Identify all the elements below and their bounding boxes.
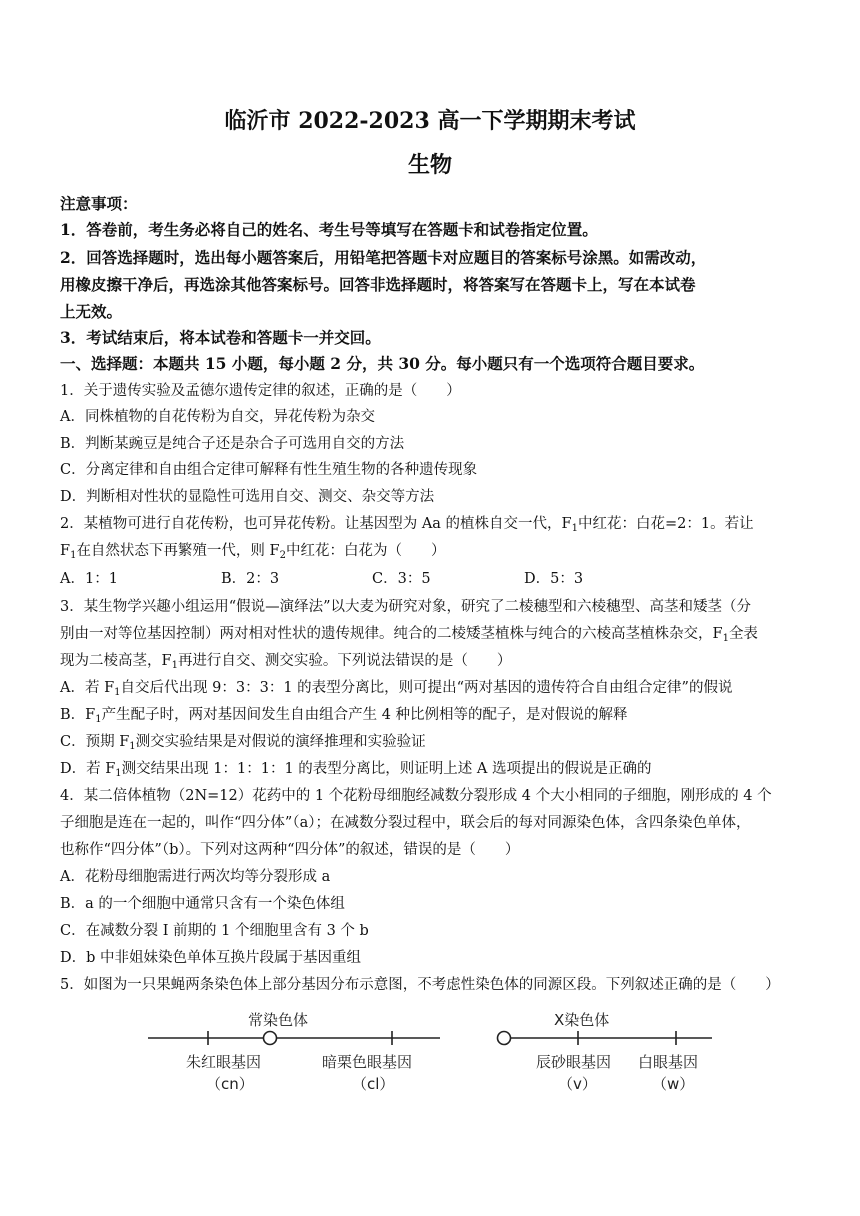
gene-v-symbol: （v）: [558, 1075, 597, 1093]
q4-option-b: B．a 的一个细胞中通常只含有一个染色体组: [60, 896, 345, 912]
page-title: 临沂市 2022-2023 高一下学期期末考试: [224, 108, 636, 134]
q4-stem-line-1: 4．某二倍体植物（2N=12）花药中的 1 个花粉母细胞经减数分裂形成 4 个大小相同的子细胞，刚形成的 4 个: [60, 788, 772, 804]
q4-stem-line-2: 子细胞是连在一起的，叫作“四分体”（a）；在减数分裂过程中，联会后的每对同源染色体，含四条染色单体，: [60, 815, 751, 831]
autosome-label: 常染色体: [248, 1011, 309, 1029]
subject-title: 生物: [407, 152, 452, 178]
q3-option-d: D．若 $F_1$测交结果出现 1：1：1：1 的表型分离比，则证明上述 A 选项提出的假说是正确的: [60, 761, 652, 779]
q2-option-b: B．2：3: [221, 571, 280, 587]
notes-item-2-line-1: 2．回答选择题时，选出每小题答案后，用铅笔把答题卡对应题目的答案标号涂黑。如需改动，: [60, 248, 707, 267]
q4-stem-line-3: 也称作“四分体”（b）。下列对这两种“四分体”的叙述，错误的是（ ）: [60, 842, 520, 858]
q3-option-c: C．预期 $F_1$测交实验结果是对假说的演绎推理和实验验证: [60, 734, 426, 752]
gene-cl-label: 暗栗色眼基因: [322, 1053, 413, 1071]
chromosome-gene-diagram: [140, 1005, 720, 1100]
q1-option-b: B．判断某豌豆是纯合子还是杂合子可选用自交的方法: [60, 436, 405, 452]
x-centromere: [498, 1032, 511, 1045]
notes-heading: 注意事项：: [60, 194, 138, 213]
q4-option-c: C．在减数分裂 I 前期的 1 个细胞里含有 3 个 b: [60, 923, 369, 939]
x-chromosome-label: X染色体: [554, 1011, 610, 1029]
q1-option-c: C．分离定律和自由组合定律可解释有性生殖生物的各种遗传现象: [60, 462, 478, 478]
autosome-centromere: [264, 1032, 277, 1045]
gene-cn-symbol: （cn）: [206, 1075, 254, 1093]
q3-stem-line-3: 现为二棱高茎，$F_1$再进行自交、测交实验。下列说法错误的是（ ）: [60, 653, 512, 671]
gene-cl-symbol: （cl）: [352, 1075, 395, 1093]
q5-stem: 5．如图为一只果蝇两条染色体上部分基因分布示意图，不考虑性染色体的同源区段。下列叙述正确的是（ ）: [60, 977, 780, 993]
notes-item-1: 1．答卷前，考生务必将自己的姓名、考生号等填写在答题卡和试卷指定位置。: [60, 220, 598, 239]
q1-option-a: A．同株植物的自花传粉为自交，异花传粉为杂交: [60, 409, 375, 425]
q2-option-d: D．5：3: [524, 571, 584, 587]
q1-stem: 1．关于遗传实验及孟德尔遗传定律的叙述，正确的是（ ）: [60, 383, 461, 399]
q3-stem-line-1: 3．某生物学兴趣小组运用“假说—演绎法”以大麦为研究对象，研究了二棱穗型和六棱穗型、高茎和矮茎（分: [60, 599, 752, 615]
q1-option-d: D．判断相对性状的显隐性可选用自交、测交、杂交等方法: [60, 489, 435, 505]
q3-option-a: A．若 $F_1$自交后代出现 9：3：3：1 的表型分离比，则可提出“两对基因的遗传符合自由组合定律”的假说: [60, 680, 733, 698]
gene-v-label: 辰砂眼基因: [536, 1053, 612, 1071]
q3-stem-line-2: 别由一对等位基因控制）两对相对性状的遗传规律。纯合的二棱矮茎植株与纯合的六棱高茎植株杂交，$F_1$全表: [60, 626, 758, 644]
section-1-heading: 一、选择题：本题共 15 小题，每小题 2 分，共 30 分。每小题只有一个选项符合题目要求。: [60, 354, 705, 373]
q4-option-a: A．花粉母细胞需进行两次均等分裂形成 a: [60, 869, 331, 885]
notes-item-2-line-3: 上无效。: [60, 302, 123, 321]
q4-option-d: D．b 中非姐妹染色单体互换片段属于基因重组: [60, 950, 362, 966]
gene-cn-label: 朱红眼基因: [186, 1053, 262, 1071]
q2-stem-line-2: $F_1$在自然状态下再繁殖一代，则 $F_2$中红花：白花为（ ）: [60, 543, 446, 561]
notes-item-3: 3．考试结束后，将本试卷和答题卡一并交回。: [60, 328, 381, 347]
gene-w-symbol: （w）: [652, 1075, 695, 1093]
q2-stem-line-1: 2．某植物可进行自花传粉，也可异花传粉。让基因型为 Aa 的植株自交一代，$F_1$中红花：白花=2：1。若让: [60, 516, 754, 534]
notes-item-2-line-2: 用橡皮擦干净后，再选涂其他答案标号。回答非选择题时，将答案写在答题卡上，写在本试卷: [60, 275, 696, 294]
q3-option-b: B．$F_1$产生配子时，两对基因间发生自由组合产生 4 种比例相等的配子，是对假说的解释: [60, 707, 628, 725]
q2-option-a: A．1：1: [60, 571, 118, 587]
gene-w-label: 白眼基因: [638, 1053, 699, 1071]
q2-option-c: C．3：5: [372, 571, 431, 587]
